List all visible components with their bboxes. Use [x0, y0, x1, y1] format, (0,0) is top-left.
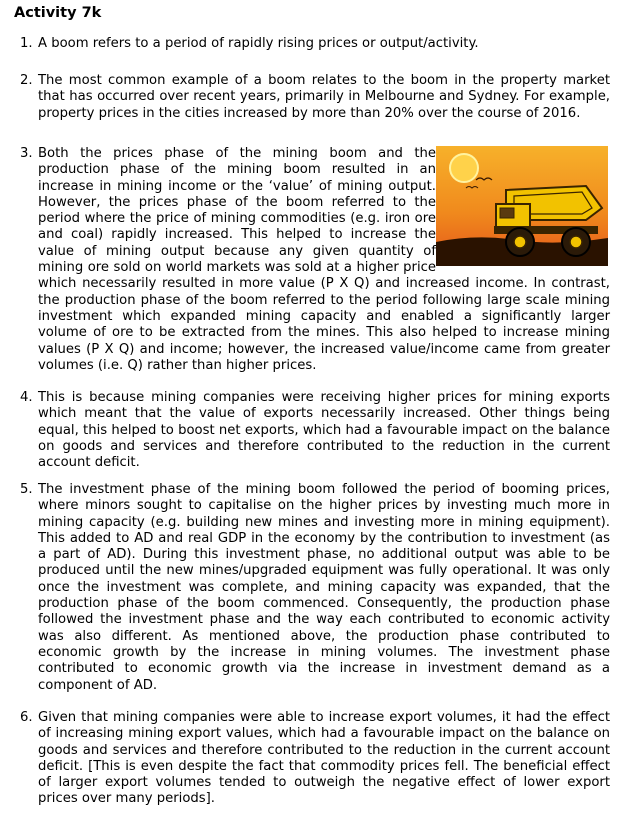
activity-title: Activity 7k [14, 5, 102, 21]
item-number: 5. [20, 482, 33, 497]
list-item-1 [20, 36, 610, 52]
item-text: This is because mining companies were receiving higher prices for mining exports which meant that the value of exports necessarily increased. Other things being equal, this helped to boost net exports, which had a favourable impact on the balance on goods and services and therefore contributed to the reduction in the current account deficit. [38, 390, 610, 471]
list-item-5 [20, 482, 610, 694]
item-text: The investment phase of the mining boom followed the period of booming prices, where minors sought to capitalise on the higher prices by investing much more in mining capacity (e.g. building new mines and investing more in mining equipment). This added to AD and real GDP in the economy by the contribution to investment (as a part of AD). During this investment phase, no additional output was able to be produced until the new mines/upgraded equipment was fully operational. It was only once the investment was complete, and mining capacity was expanded, that the production phase of the boom commenced. Consequently, the production phase followed the investment phase and the way each contributed to economic activity was also different. As mentioned above, the production phase contributed to economic growth by the increase in mining volumes. The investment phase contributed to economic growth via the increase in investment demand as a component of AD. [38, 482, 610, 693]
item-text: A boom refers to a period of rapidly rising prices or output/activity. [38, 36, 479, 51]
list-item-2 [20, 73, 610, 122]
item-number: 3. [20, 146, 33, 161]
item-text: Given that mining companies were able to increase export volumes, it had the effect of increasing mining export values, which had a favourable impact on the balance on goods and services and therefore contributed to the reduction in the current account deficit. [This is even despite the fact that commodity prices fell. The beneficial effect of larger export volumes tended to outweigh the negative effect of lower export prices over many periods]. [38, 710, 610, 807]
list-item-4 [20, 390, 610, 471]
item-text: The most common example of a boom relates to the boom in the property market that has occurred over recent years, primarily in Melbourne and Sydney. For example, property prices in the cities increased by more than 20% over the course of 2016. [38, 73, 610, 121]
list-item-6 [20, 710, 610, 808]
item-text: Both the prices phase of the mining boom and the production phase of the mining boom resulted in an increase in mining income or the ‘value’ of mining output. However, the prices phase of the boom referred to the period where the price of mining commodities (e.g. iron ore and coal) rapidly increased. This helped to increase the value of mining output because any given quantity of mining ore sold on world markets was sold at a higher price which necessarily resulted in more value (P X Q) and increased income. In contrast, the production phase of the boom referred to the period following large scale mining investment which expanded mining capacity and enabled a significantly larger volume of ore to be extracted from the mines. This also helped to increase mining values (P X Q) and income; however, the increased value/income came from greater volumes (i.e. Q) rather than higher prices. [38, 146, 610, 373]
mining-truck-sunset-icon [436, 146, 608, 266]
item-number: 2. [20, 73, 33, 88]
item-number: 6. [20, 710, 33, 725]
item-number: 1. [20, 36, 33, 51]
item-number: 4. [20, 390, 33, 405]
